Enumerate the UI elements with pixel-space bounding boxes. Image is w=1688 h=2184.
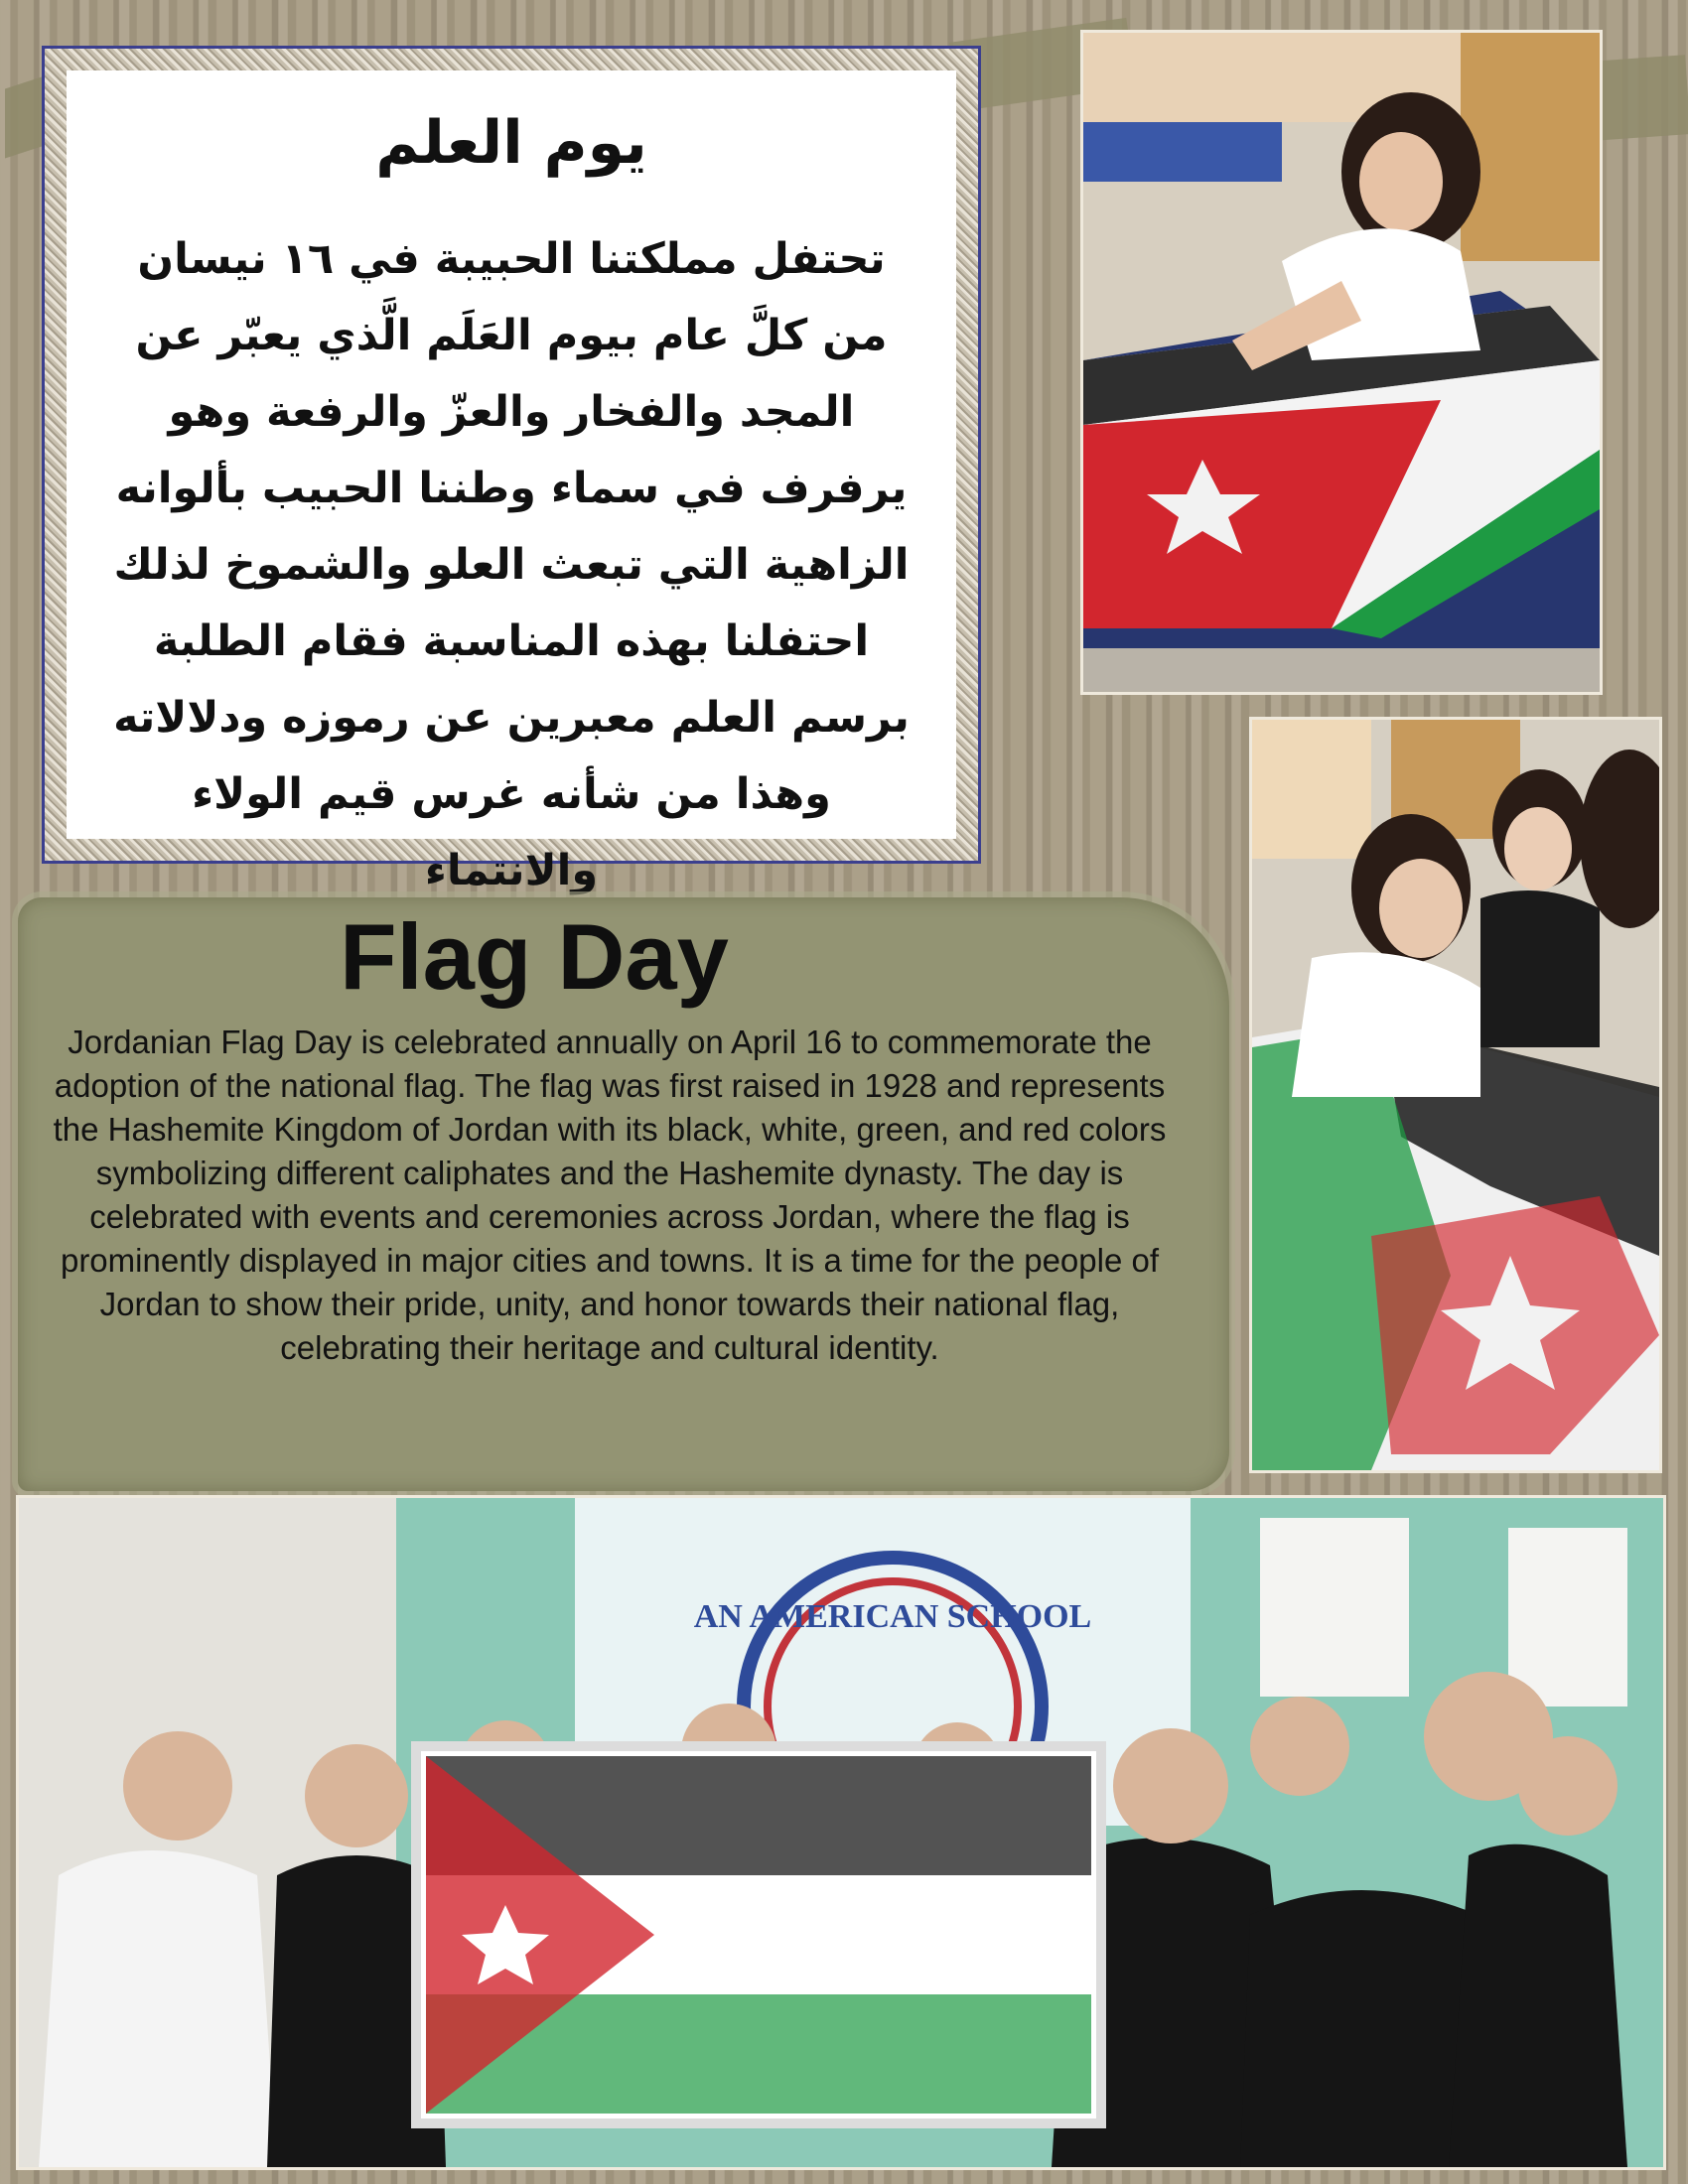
photo-string-art-making bbox=[1249, 717, 1662, 1473]
flag-day-body: Jordanian Flag Day is celebrated annually on April 16 to commemorate the adoption of the national flag. The flag was first raised in 1928 and represents the Hashemite Kingdom of Jordan with its black, white, green, and red colors symbolizing different caliphates and the Hashemite dynasty. The day is celebrated with events and ceremonies across Jordan, where the flag is prominently displayed in major cities and towns. It is a time for the people of Jordan to show their pride, unity, and honor towards their national flag, celebrating their heritage and cultural identity. bbox=[53, 1024, 1167, 1366]
fingerprint-flag-scene bbox=[1083, 33, 1600, 692]
flag-day-panel bbox=[18, 897, 1229, 1491]
arabic-text-card bbox=[42, 46, 981, 895]
group-photo-scene bbox=[19, 1498, 1663, 2167]
flag-day-title: Flag Day bbox=[340, 904, 729, 1009]
photo-fingerprint-flag bbox=[1080, 30, 1603, 695]
photo-group-with-flag bbox=[16, 1495, 1666, 2170]
string-art-making-scene bbox=[1252, 720, 1659, 1470]
arabic-title: يوم العلم bbox=[375, 108, 647, 178]
arabic-body: تحتفل مملكتنا الحبيبة في ١٦ نيسان من كلَّ عام بيوم العَلَم الَّذي يعبّر عن المجد والفخار والعزّ والرفعة وهو يرفرف في سماء وطننا الحبيب بألوانه الزاهية التي تبعث العلو والشموخ لذلك احتفلنا بهذه المناسبة فقام الطلبة برسم العلم معبرين عن رموزه ودلالاته وهذا من شأنه غرس قيم الولاء والانتماء bbox=[113, 234, 910, 895]
school-sign-text: AN AMERICAN SCHOOL bbox=[693, 1598, 1092, 1635]
arabic-card-inner bbox=[67, 70, 956, 895]
